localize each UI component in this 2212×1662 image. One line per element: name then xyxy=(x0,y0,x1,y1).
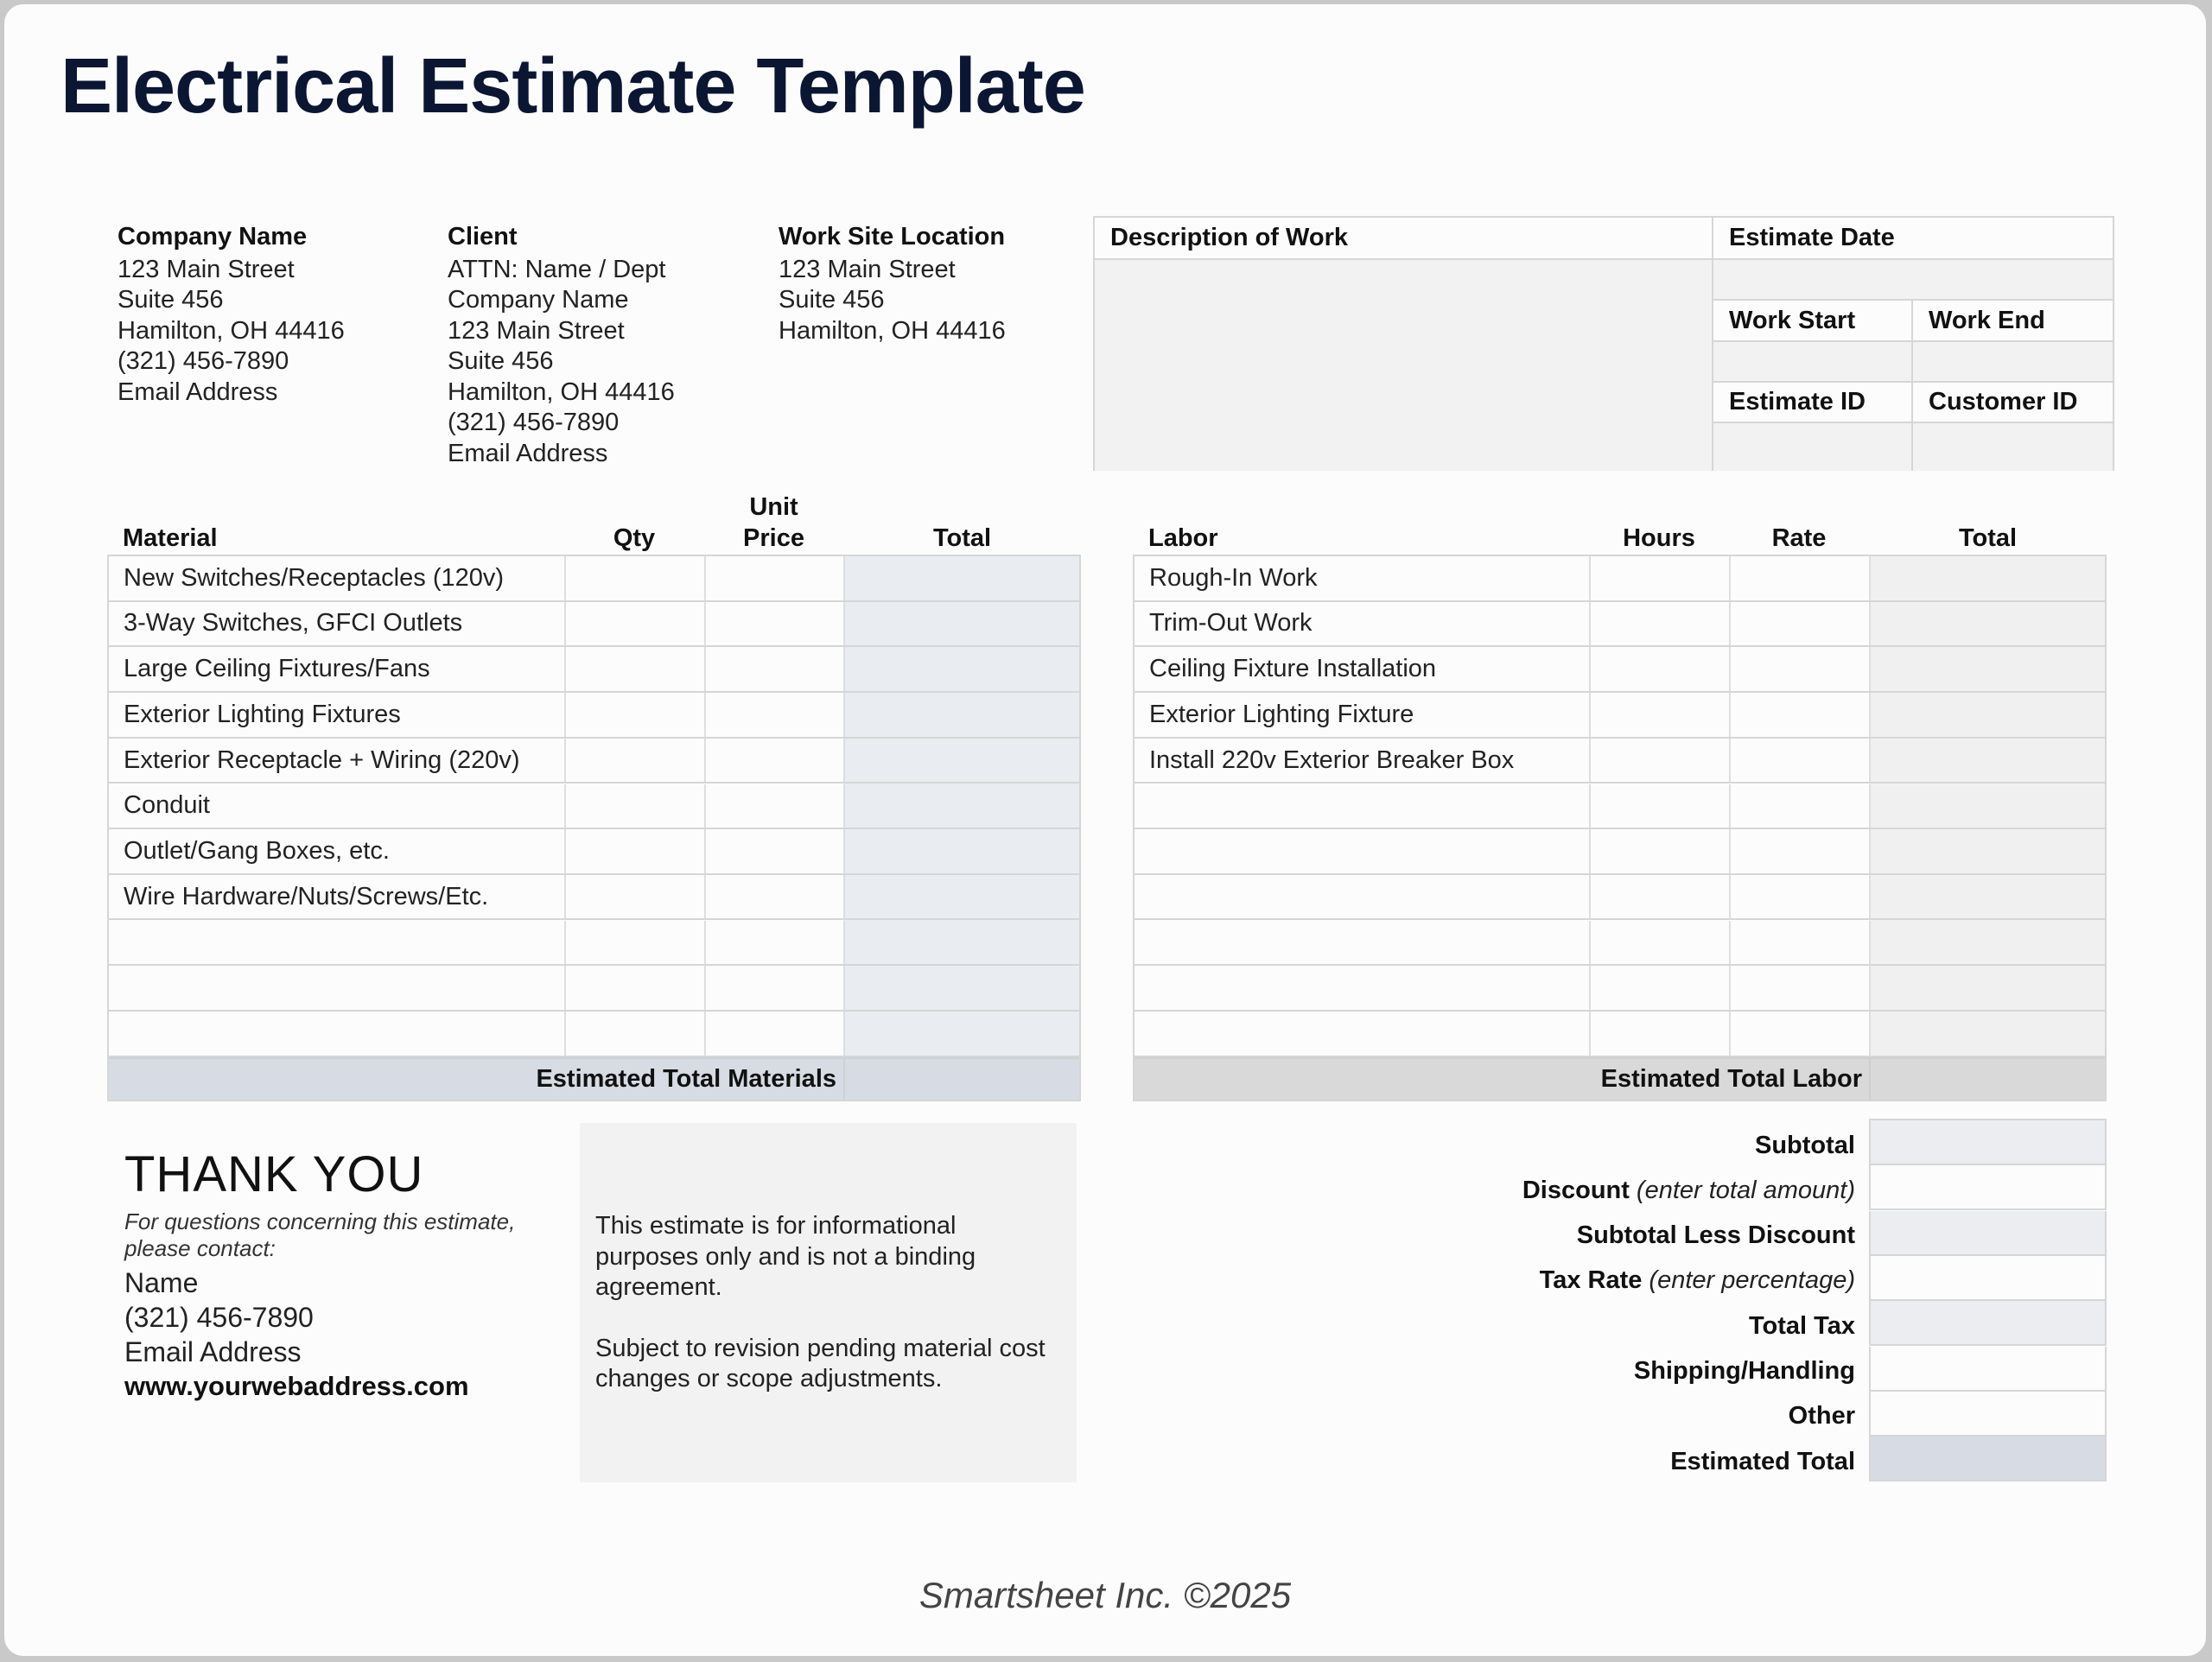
revision-note: Subject to revision pending material cost changes or scope adjustments. xyxy=(595,1334,1046,1392)
labor-item-cell[interactable] xyxy=(1135,784,1591,828)
summary-labels xyxy=(1128,1119,1855,1486)
materials-qty-cell[interactable] xyxy=(566,784,706,828)
summary-label xyxy=(1634,1349,1855,1394)
materials-row xyxy=(109,647,1079,693)
summary-value xyxy=(1869,1120,2107,1165)
labor-total-cell xyxy=(1871,784,2105,828)
materials-qty-cell[interactable] xyxy=(566,966,706,1010)
summary-label xyxy=(1755,1123,1855,1168)
materials-qty-cell[interactable] xyxy=(566,739,706,783)
materials-row xyxy=(109,784,1079,830)
labor-rate-cell[interactable] xyxy=(1731,966,1871,1010)
company-line[interactable]: Suite 456 xyxy=(118,286,224,314)
summary-value xyxy=(1869,1301,2107,1346)
labor-item-cell[interactable] xyxy=(1135,966,1591,1010)
materials-unit_price-cell[interactable] xyxy=(706,875,845,919)
materials-item-cell[interactable]: Outlet/Gang Boxes, etc. xyxy=(109,829,566,873)
summary-values xyxy=(1869,1119,2107,1486)
summary-value[interactable] xyxy=(1869,1392,2107,1437)
materials-total-cell xyxy=(845,966,1079,1010)
summary-label xyxy=(1749,1304,1855,1348)
contact-name[interactable]: Name xyxy=(124,1267,199,1298)
work-site-heading: Work Site Location xyxy=(779,223,1006,251)
materials-total-cell xyxy=(845,875,1079,919)
materials-unit_price-cell[interactable] xyxy=(706,739,845,783)
estimate-date-input[interactable] xyxy=(1713,260,2113,301)
summary-label xyxy=(1522,1168,1855,1213)
labor-total-cell xyxy=(1871,829,2105,873)
labor-col-header: Labor xyxy=(1148,524,1218,552)
labor-total-cell xyxy=(1871,739,2105,783)
summary-label-hint: (enter percentage) xyxy=(1649,1266,1855,1295)
materials-total-cell xyxy=(845,784,1079,828)
labor-total-cell xyxy=(1871,966,2105,1010)
material-col-header: Material xyxy=(123,524,218,552)
materials-unit_price-cell[interactable] xyxy=(706,784,845,828)
materials-item-cell[interactable]: 3-Way Switches, GFCI Outlets xyxy=(109,602,566,646)
materials-item-cell[interactable]: Wire Hardware/Nuts/Screws/Etc. xyxy=(109,875,566,919)
labor-item-cell[interactable] xyxy=(1135,1012,1591,1056)
materials-unit_price-cell[interactable] xyxy=(706,1012,845,1056)
materials-row xyxy=(109,739,1079,784)
summary-label xyxy=(1670,1439,1855,1484)
labor-rate-cell[interactable] xyxy=(1731,829,1871,873)
materials-item-cell[interactable]: New Switches/Receptacles (120v) xyxy=(109,556,566,600)
labor-hours-cell[interactable] xyxy=(1591,966,1731,1010)
summary-label-text: Subtotal xyxy=(1755,1131,1855,1159)
labor-rate-cell[interactable] xyxy=(1731,693,1871,737)
materials-row xyxy=(109,1012,1079,1057)
summary-value[interactable] xyxy=(1869,1165,2107,1210)
materials-unit_price-cell[interactable] xyxy=(706,966,845,1010)
work-start-input[interactable] xyxy=(1713,342,1913,383)
labor-hours-cell[interactable] xyxy=(1591,875,1731,919)
labor-row xyxy=(1135,829,2105,875)
labor-item-cell[interactable]: Install 220v Exterior Breaker Box xyxy=(1135,739,1591,783)
customer-id-input[interactable] xyxy=(1913,423,2113,471)
summary-value[interactable] xyxy=(1869,1347,2107,1392)
company-line[interactable]: 123 Main Street xyxy=(118,255,295,283)
website-link[interactable]: www.yourwebaddress.com xyxy=(124,1371,469,1401)
materials-row xyxy=(109,556,1079,602)
summary-label-text: Shipping/Handling xyxy=(1633,1357,1855,1385)
materials-table xyxy=(107,555,1081,1101)
summary-label xyxy=(1789,1394,1855,1439)
contact-phone[interactable]: (321) 456-7890 xyxy=(124,1302,314,1333)
work-start-label: Work Start xyxy=(1713,301,1913,342)
client-line[interactable]: Company Name xyxy=(448,286,629,314)
labor-row xyxy=(1135,556,2105,602)
materials-header xyxy=(107,492,1081,555)
summary-label-hint: (enter total amount) xyxy=(1636,1176,1855,1204)
summary-value xyxy=(1869,1211,2107,1256)
summary-label-text: Subtotal Less Discount xyxy=(1576,1221,1855,1250)
footer-copyright: Smartsheet Inc. ©2025 xyxy=(918,1575,1292,1615)
work-end-label: Work End xyxy=(1913,301,2113,342)
company-line[interactable]: Email Address xyxy=(118,377,278,406)
summary-label-text: Tax Rate xyxy=(1539,1266,1643,1295)
materials-item-cell[interactable] xyxy=(109,1012,566,1056)
labor-total-row xyxy=(1135,1057,2105,1100)
labor-hours-cell[interactable] xyxy=(1591,784,1731,828)
materials-qty-cell[interactable] xyxy=(566,693,706,737)
labor-total-label: Estimated Total Labor xyxy=(1600,1065,1862,1093)
materials-total-cell xyxy=(845,829,1079,873)
materials-unit_price-cell[interactable] xyxy=(706,647,845,691)
labor-total-cell xyxy=(1871,693,2105,737)
labor-total-cell xyxy=(1871,1012,2105,1056)
summary-label-text: Estimated Total xyxy=(1670,1447,1855,1475)
labor-row xyxy=(1135,921,2105,967)
summary-section xyxy=(1128,1119,2107,1486)
labor-total-value xyxy=(1869,1059,2105,1100)
labor-hours-cell[interactable] xyxy=(1591,693,1731,737)
labor-item-cell[interactable] xyxy=(1135,829,1591,873)
labor-item-cell[interactable]: Trim-Out Work xyxy=(1135,602,1591,646)
contact-email[interactable]: Email Address xyxy=(124,1336,302,1367)
labor-hours-cell[interactable] xyxy=(1591,921,1731,965)
labor-hours-cell[interactable] xyxy=(1591,829,1731,873)
company-line[interactable]: Hamilton, OH 44416 xyxy=(118,316,345,345)
summary-label-text: Other xyxy=(1788,1402,1855,1430)
labor-total-cell xyxy=(1871,556,2105,600)
materials-row xyxy=(109,875,1079,921)
labor-item-cell[interactable] xyxy=(1135,875,1591,919)
materials-total-cell xyxy=(845,739,1079,783)
total-col-header: Total xyxy=(932,524,992,552)
client-line[interactable]: 123 Main Street xyxy=(448,316,625,345)
labor-row xyxy=(1135,784,2105,830)
materials-item-cell[interactable] xyxy=(109,966,566,1010)
labor-row xyxy=(1135,966,2105,1012)
labor-total-cell xyxy=(1871,602,2105,646)
client-line[interactable]: (321) 456-7890 xyxy=(448,409,620,436)
summary-value xyxy=(1869,1437,2107,1481)
materials-item-cell[interactable]: Exterior Receptacle + Wiring (220v) xyxy=(109,739,566,783)
materials-item-cell[interactable]: Large Ceiling Fixtures/Fans xyxy=(109,647,566,691)
materials-row xyxy=(109,602,1079,648)
labor-row xyxy=(1135,602,2105,648)
labor-rate-cell[interactable] xyxy=(1731,647,1871,691)
materials-total-cell xyxy=(845,602,1079,646)
labor-row xyxy=(1135,739,2105,784)
disclaimer-box xyxy=(580,1123,1077,1482)
estimate-page xyxy=(4,4,2206,1656)
estimate-id-label: Estimate ID xyxy=(1713,383,1913,423)
labor-hours-cell[interactable] xyxy=(1591,1012,1731,1056)
customer-id-label: Customer ID xyxy=(1913,383,2113,423)
materials-total-cell xyxy=(845,921,1079,965)
labor-hours-cell[interactable] xyxy=(1591,602,1731,646)
materials-total-label: Estimated Total Materials xyxy=(536,1065,836,1093)
materials-unit_price-cell[interactable] xyxy=(706,602,845,646)
summary-label xyxy=(1540,1259,1855,1304)
client-info xyxy=(448,222,675,469)
materials-unit_price-cell[interactable] xyxy=(706,556,845,600)
hours-col-header: Hours xyxy=(1623,524,1695,552)
description-input[interactable] xyxy=(1095,260,1713,471)
summary-label-text: Total Tax xyxy=(1749,1311,1855,1340)
labor-row xyxy=(1135,875,2105,921)
summary-value[interactable] xyxy=(1869,1256,2107,1301)
thank-you-heading: THANK YOU xyxy=(124,1146,424,1202)
materials-unit_price-cell[interactable] xyxy=(706,829,845,873)
rate-col-header: Rate xyxy=(1771,524,1827,552)
materials-unit_price-cell[interactable] xyxy=(706,693,845,737)
labor-table xyxy=(1133,555,2107,1101)
work-site-line[interactable]: Suite 456 xyxy=(779,286,885,314)
company-line[interactable]: (321) 456-7890 xyxy=(118,347,289,375)
materials-qty-cell[interactable] xyxy=(566,647,706,691)
labor-row xyxy=(1135,693,2105,739)
unit-price-col-header: Unit xyxy=(749,493,798,521)
disclaimer-text: This estimate is for informational purposes only and is not a binding agreement. xyxy=(595,1212,976,1301)
description-label: Description of Work xyxy=(1095,218,1713,260)
labor-hours-cell[interactable] xyxy=(1591,647,1731,691)
client-line[interactable]: Email Address xyxy=(448,439,608,467)
labor-rate-cell[interactable] xyxy=(1731,1012,1871,1056)
materials-row xyxy=(109,829,1079,875)
materials-row xyxy=(109,966,1079,1012)
materials-total-cell xyxy=(845,1012,1079,1056)
thank-you-block xyxy=(124,1146,565,1404)
materials-total-cell xyxy=(845,556,1079,600)
materials-row xyxy=(109,921,1079,967)
labor-item-cell[interactable]: Ceiling Fixture Installation xyxy=(1135,647,1591,691)
labor-total-cell xyxy=(1871,647,2105,691)
labor-total-col-header: Total xyxy=(1958,524,2018,552)
estimate-id-input[interactable] xyxy=(1713,423,1913,471)
company-info xyxy=(118,222,345,408)
labor-hours-cell[interactable] xyxy=(1591,556,1731,600)
labor-rate-cell[interactable] xyxy=(1731,556,1871,600)
materials-row xyxy=(109,693,1079,739)
client-heading: Client xyxy=(448,223,518,251)
qty-col-header: Qty xyxy=(613,524,656,552)
labor-row xyxy=(1135,1012,2105,1057)
materials-qty-cell[interactable] xyxy=(566,602,706,646)
materials-qty-cell[interactable] xyxy=(566,875,706,919)
materials-item-cell[interactable]: Conduit xyxy=(109,784,566,828)
unit-price-col-header: Price xyxy=(743,524,804,552)
materials-qty-cell[interactable] xyxy=(566,1012,706,1056)
materials-total-row xyxy=(109,1057,1079,1100)
work-end-input[interactable] xyxy=(1913,342,2113,383)
labor-rate-cell[interactable] xyxy=(1731,739,1871,783)
labor-rate-cell[interactable] xyxy=(1731,602,1871,646)
labor-total-cell xyxy=(1871,921,2105,965)
labor-rate-cell[interactable] xyxy=(1731,921,1871,965)
work-site-info xyxy=(779,222,1006,346)
page-title: Electrical Estimate Template xyxy=(60,43,1085,130)
materials-qty-cell[interactable] xyxy=(566,829,706,873)
summary-label xyxy=(1577,1214,1855,1259)
work-site-line[interactable]: Hamilton, OH 44416 xyxy=(779,316,1006,345)
materials-qty-cell[interactable] xyxy=(566,556,706,600)
contact-prompt: For questions concerning this estimate, please contact: xyxy=(124,1208,516,1261)
labor-row xyxy=(1135,647,2105,693)
materials-total-value xyxy=(843,1059,1079,1100)
materials-qty-cell[interactable] xyxy=(566,921,706,965)
labor-hours-cell[interactable] xyxy=(1591,739,1731,783)
materials-unit_price-cell[interactable] xyxy=(706,921,845,965)
labor-total-cell xyxy=(1871,875,2105,919)
labor-item-cell[interactable] xyxy=(1135,921,1591,965)
work-details-box xyxy=(1093,216,2114,471)
client-line[interactable]: Hamilton, OH 44416 xyxy=(448,377,675,406)
materials-item-cell[interactable] xyxy=(109,921,566,965)
labor-rate-cell[interactable] xyxy=(1731,784,1871,828)
labor-rate-cell[interactable] xyxy=(1731,875,1871,919)
work-site-line[interactable]: 123 Main Street xyxy=(779,255,956,283)
labor-item-cell[interactable]: Exterior Lighting Fixture xyxy=(1135,693,1591,737)
client-line[interactable]: Suite 456 xyxy=(448,347,554,375)
company-heading: Company Name xyxy=(118,223,308,251)
estimate-date-label: Estimate Date xyxy=(1713,218,2113,260)
labor-item-cell[interactable]: Rough-In Work xyxy=(1135,556,1591,600)
summary-label-text: Discount xyxy=(1522,1176,1630,1204)
client-line[interactable]: ATTN: Name / Dept xyxy=(448,255,666,283)
materials-total-cell xyxy=(845,693,1079,737)
labor-header xyxy=(1133,492,2107,555)
materials-total-cell xyxy=(845,647,1079,691)
materials-item-cell[interactable]: Exterior Lighting Fixtures xyxy=(109,693,566,737)
